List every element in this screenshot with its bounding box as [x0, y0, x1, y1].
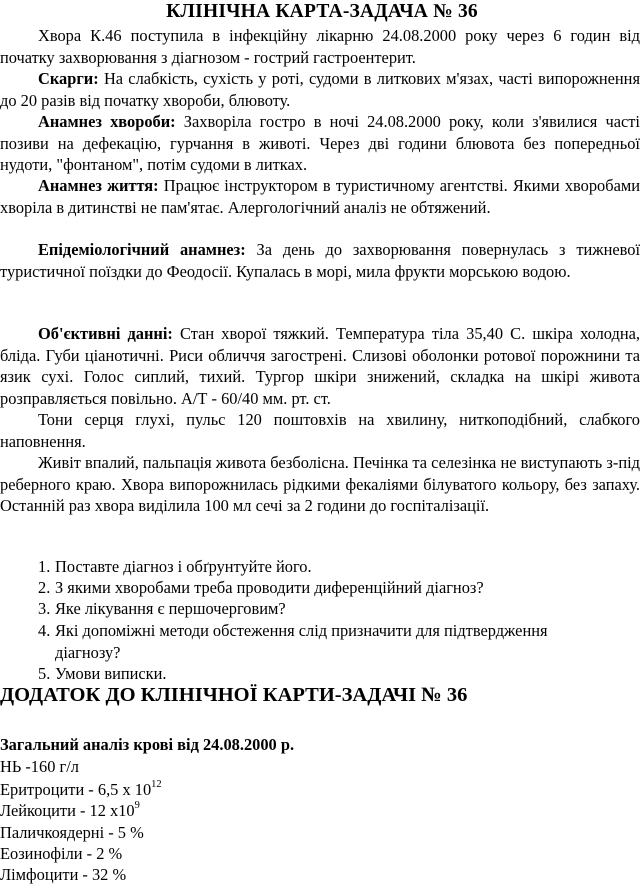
- anamnesis-disease-label: Анамнез хвороби:: [38, 112, 176, 131]
- question-item: 1. Поставте діагноз і обґрунтуйте його.: [38, 557, 312, 576]
- anamnesis-life-paragraph: [0, 175, 640, 218]
- abdomen-paragraph: Живіт впалий, пальпація живота безболісна. Печінка та селезінка не виступають з-під реберного краю. Хвора випорожнилась рідкими фекаліями білуватого кольору, без запаху. Останній раз хвора виділила 100 мл сечі за 2 години до госпіталізації.: [0, 453, 640, 515]
- heart-paragraph: Тони серця глухі, пульс 120 поштовхів на хвилину, ниткоподібний, слабкого наповнення.: [0, 410, 640, 451]
- question-item: 5. Умови виписки.: [38, 664, 167, 683]
- objective-label: Об'єктивні данні:: [38, 324, 173, 343]
- blood-test-title: Загальний аналіз крові від 24.08.2000 р.: [0, 735, 295, 754]
- erythrocytes-value: Еритроцити - 6,5 х $10^{12}$: [0, 779, 162, 799]
- anamnesis-disease-paragraph: [0, 111, 640, 176]
- epid-label: Епідеміологічний анамнез:: [38, 240, 246, 259]
- anamnesis-life-text: Працює інструктором в туристичному агентстві. Якими хворобами хворіла в дитинстві не пам'ятає. Алергологічний аналіз не обтяжений.: [0, 176, 640, 217]
- objective-paragraph: [0, 323, 640, 409]
- hemoglobin-value: НЬ -160 г/л: [0, 757, 79, 776]
- complaints-text: На слабкість, сухість у роті, судоми в литкових м'язах, часті випорожнення до 20 разів від початку хвороби, блювоту.: [0, 69, 640, 110]
- lymphocytes-value: Лімфоцити - 32 %: [0, 865, 127, 884]
- leukocytes-value: Лейкоцити - 12 $х10^9$: [0, 800, 140, 820]
- complaints-paragraph: [0, 68, 640, 111]
- appendix-title: ДОДАТОК ДО КЛІНІЧНОЇ КАРТИ-ЗАДАЧІ № 36: [0, 684, 468, 706]
- objective-text: Стан хворої тяжкий. Температура тіла 35,40 С. шкіра холодна, бліда. Губи ціанотичні. Риси обличчя загострені. Слизові оболонки ротової порожнини та язик сухі. Голос сиплий, тихий. Тургор шкіри знижений, складка на шкірі живота розправляється повільно. А/Т - 60/40 мм. рт. ст.: [0, 324, 641, 408]
- question-item: 4. Які допоміжні методи обстеження слід призначити для підтвердження діагнозу?: [38, 621, 548, 662]
- epid-text: За день до захворювання повернулась з тижневої туристичної поїздки до Феодосії. Купалась в морі, мила фрукти морською водою.: [0, 240, 640, 281]
- card-title: КЛІНІЧНА КАРТА-ЗАДАЧА № 36: [166, 1, 478, 22]
- epid-paragraph: [0, 239, 640, 282]
- question-item: 3. Яке лікування є першочерговим?: [38, 599, 286, 618]
- band-neutrophils-value: Паличкоядерні - 5 %: [0, 823, 144, 842]
- question-item: 2. З якими хворобами треба проводити диференційний діагноз?: [38, 578, 484, 597]
- anamnesis-disease-text: Захворіла гостро в ночі 24.08.2000 року, коли з'явилися часті позиви на дефекацію, гурчання в животі. Через дві години блювота без попередньої нудоти, "фонтаном", потім судоми в литках.: [0, 112, 640, 174]
- complaints-label: Скарги:: [38, 69, 99, 88]
- eosinophils-value: Еозинофіли - 2 %: [0, 844, 123, 863]
- intro-paragraph: Хвора К.46 поступила в інфекційну лікарню 24.08.2000 року через 6 годин від початку захворювання з діагнозом - гострий гастроентерит.: [0, 26, 640, 67]
- anamnesis-life-label: Анамнез життя:: [38, 176, 159, 195]
